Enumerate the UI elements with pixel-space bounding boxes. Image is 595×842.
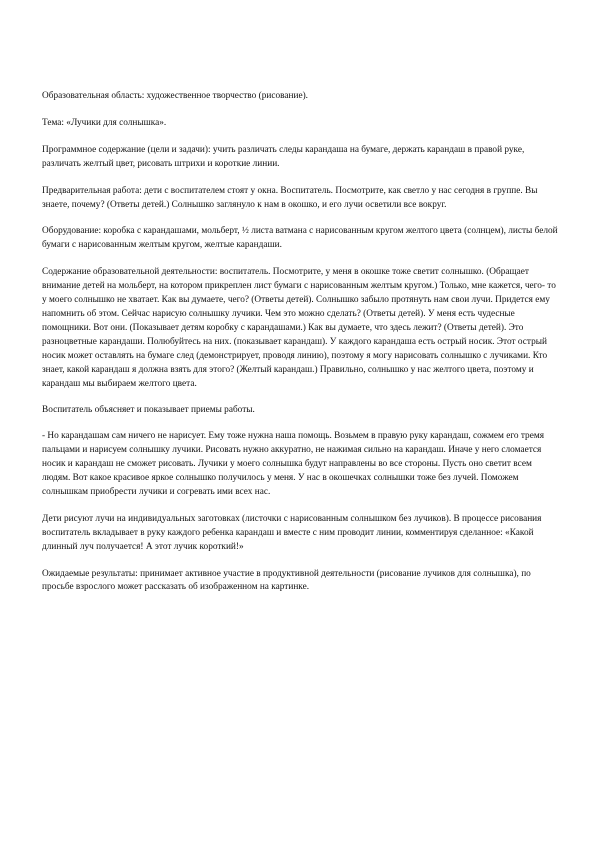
document-page bbox=[42, 90, 560, 608]
topic-line: Тема: «Лучики для солнышка». bbox=[42, 117, 167, 128]
program-content-paragraph: Программное содержание (цели и задачи): учить различать следы карандаша на бумаге, держать карандаш в правой руке, различать желтый цвет, рисовать штрихи и короткие линии. bbox=[42, 144, 525, 169]
educational-area-line: Образовательная область: художественное творчество (рисование). bbox=[42, 91, 308, 101]
expected-results-paragraph: Ожидаемые результаты: принимает активное участие в продуктивной деятельности (рисование лучиков для солнышка), по просьбе взрослого может рассказать об изображенном на картинке. bbox=[42, 568, 531, 593]
teacher-speech-paragraph: - Но карандашам сам ничего не нарисует. Ему тоже нужна наша помощь. Возьмем в правую руку карандаш, сожмем его тремя пальцами и нарисуем солнышку лучики. Рисовать нужно аккуратно, не нажимая сильно на карандаш. Иначе у него сломается носик и карандаш не сможет рисовать. Лучики у моего солнышка будут направлены во все стороны. Пусть оно светит всем людям. Вот какое красивое яркое солнышко получилось у меня. У нас в окошечках солнышки тоже без лучей. Поможем солнышкам приобрести лучики и согревать ими всех нас. bbox=[42, 431, 544, 497]
activity-content-paragraph: Содержание образовательной деятельности: воспитатель. Посмотрите, у меня в окошке тоже светит солнышко. (Обращает внимание детей на мольберт, на котором прикреплен лист бумаги с нарисованным желтым кругом.) Только, мне кажется, чего- то у моего солнышко не хватает. Как вы думаете, чего? (Ответы детей). Солнышко забыло протянуть нам свои лучи. Придется ему напомнить об этом. Сейчас нарисую солнышку лучики. Чем это можно сделать? (Ответы детей). У меня есть чудесные помощники. Вот они. (Показывает детям коробку с карандашами.) Как вы думаете, что здесь лежит? (Ответы детей). Это разноцветные карандаши. Полюбуйтесь на них. (показывает карандаш). У каждого карандаша есть острый носик. Этот острый носик может оставлять на бумаге след (демонстрирует, проводя линию), поэтому я могу нарисовать солнышко с лучиками. Кто знает, какой карандаш я должна взять для этого? (Желтый карандаш.) Правильно, солнышко у нас желтого цвета, поэтому и карандаш мы выбираем желтого цвета. bbox=[42, 267, 556, 389]
children-drawing-paragraph: Дети рисуют лучи на индивидуальных заготовках (листочки с нарисованным солнышком без лучиков). В процессе рисования воспитатель вкладывает в руку каждого ребенка карандаш и вместе с ним проводит линии, комментируя сделанное: «Какой длинный луч получается! А этот лучик короткий!» bbox=[42, 513, 542, 552]
teacher-explains-line: Воспитатель объясняет и показывает приемы работы. bbox=[42, 405, 255, 416]
preliminary-work-paragraph: Предварительная работа: дети с воспитателем стоят у окна. Воспитатель. Посмотрите, как светло у нас сегодня в группе. Вы знаете, почему? (Ответы детей.) Солнышко заглянуло к нам в окошко, и его лучи осветили все вокруг. bbox=[42, 185, 538, 210]
equipment-paragraph: Оборудование: коробка с карандашами, мольберт, ½ листа ватмана с нарисованным кругом желтого цвета (солнцем), листы белой бумаги с нарисованным желтым кругом, желтые карандаши. bbox=[42, 226, 558, 251]
